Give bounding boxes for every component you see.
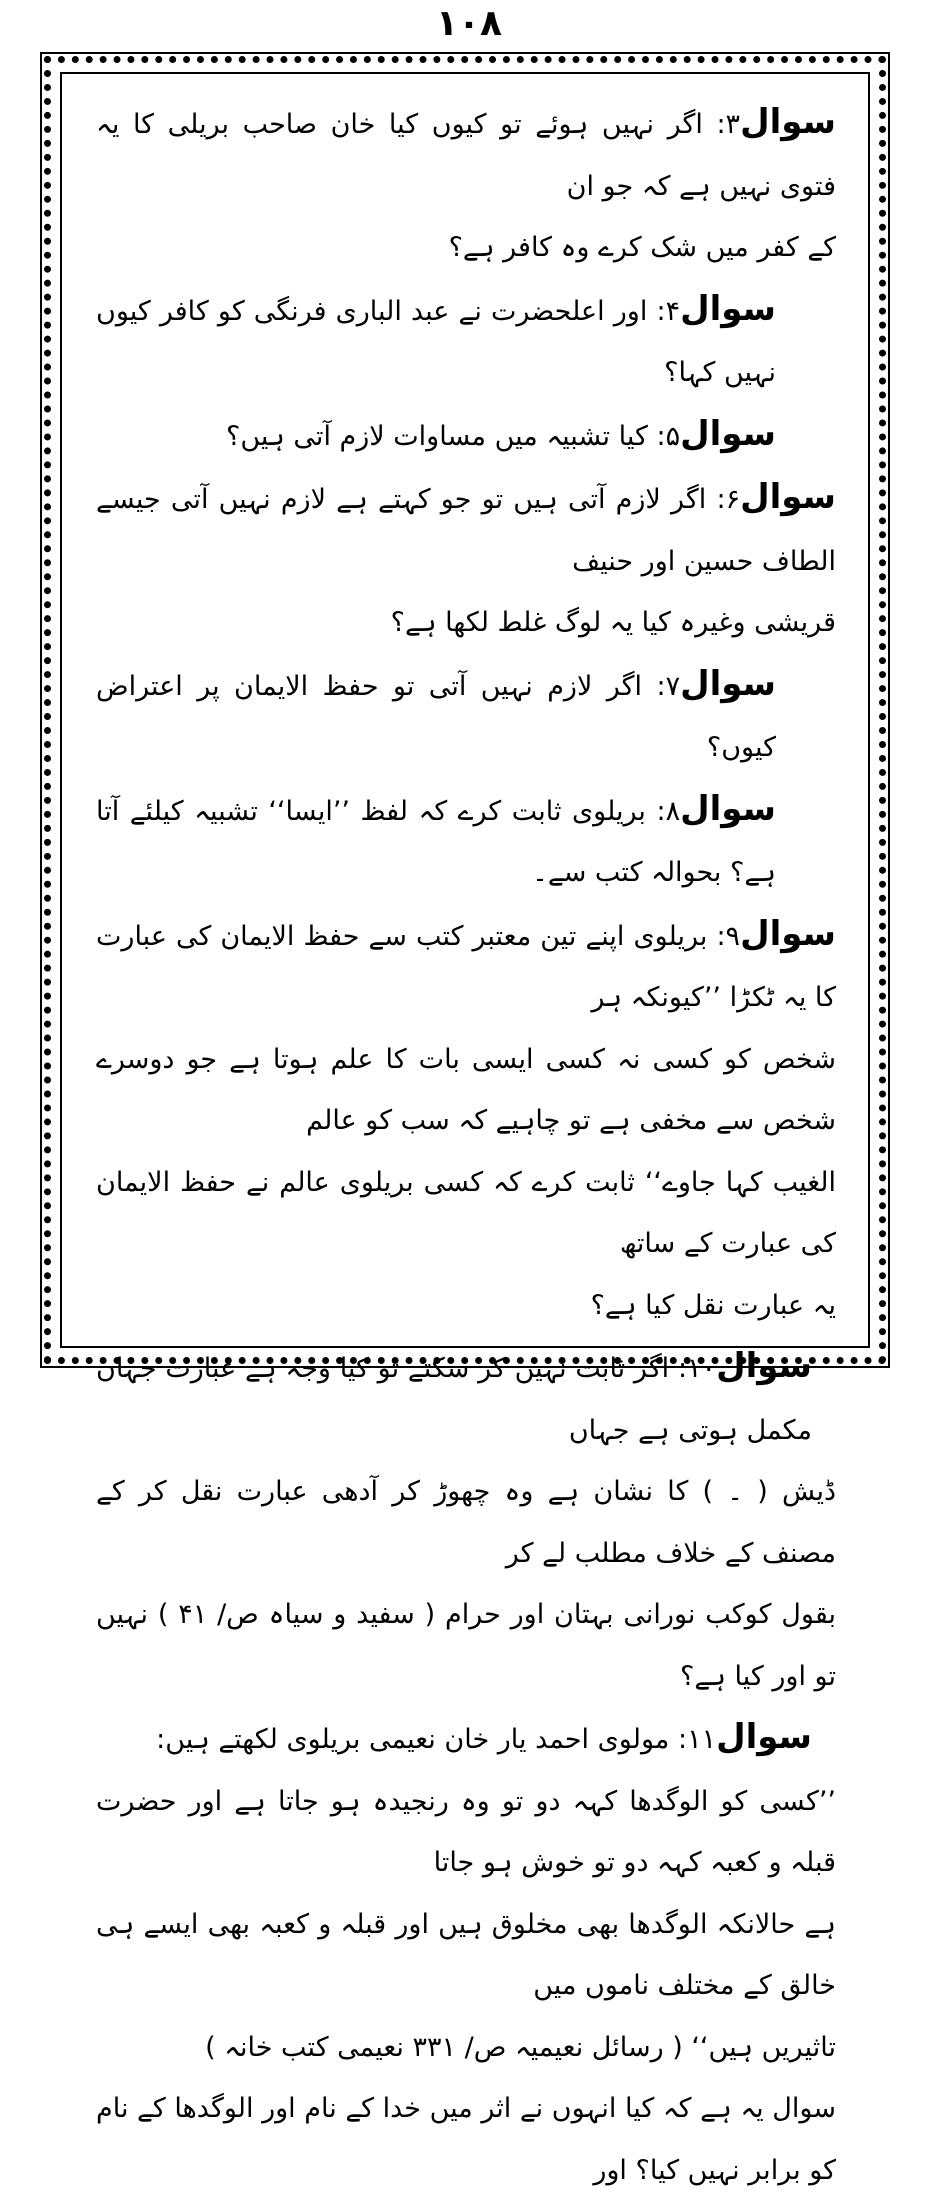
question-label: سوال [740, 913, 836, 954]
question-number: ۸: [656, 795, 681, 827]
question-8: سوال۸: بریلوی ثابت کرے کہ لفظ ’’ایسا‘‘ تشبیہ کیلئے آتا ہے؟ بحوالہ کتب سے۔ [96, 788, 776, 888]
question-label: سوال [680, 663, 776, 704]
question-11: سوال۱۱: مولوی احمد یار خان نعیمی بریلوی لکھتے ہیں: [156, 1717, 812, 1757]
quote-line-2: ہے حالانکہ الوگدھا بھی مخلوق ہیں اور قبلہ و کعبہ بھی ایسے ہی خالق کے مختلف ناموں میں [96, 1908, 836, 2001]
page-number: ١٠٨ [436, 3, 502, 44]
question-4: سوال۴: اور اعلحضرت نے عبد الباری فرنگی کو کافر کیوں نہیں کہا؟ [96, 288, 776, 388]
question-label: سوال [680, 413, 776, 454]
question-9-line-1: سوال۹: بریلوی اپنے تین معتبر کتب سے حفظ الایمان کی عبارت کا یہ ٹکڑا ’’کیونکہ ہر [96, 913, 836, 1013]
question-number: ۱۱: [677, 1724, 717, 1755]
question-number: ۱۰: [677, 1353, 717, 1384]
question-label: سوال [680, 788, 776, 829]
question-3-line-2: کے کفر میں شک کرے وہ کافر ہے؟ [448, 232, 836, 263]
document-body [96, 92, 836, 2201]
question-label: سوال [740, 477, 836, 517]
question-10-line-3: بقول کوکب نورانی بہتان اور حرام ( سفید و سیاہ ص/ ۴۱ ) نہیں تو اور کیا ہے؟ [96, 1599, 836, 1692]
question-6-line-1: سوال۶: اگر لازم آتی ہیں تو جو کہتے ہے لازم نہیں آتی جیسے الطاف حسین اور حنیف [96, 477, 836, 577]
question-number: ۵: [656, 420, 681, 452]
question-label: سوال [680, 288, 776, 329]
question-9-line-4: یہ عبارت نقل کیا ہے؟ [590, 1289, 836, 1321]
question-3-line-1: سوال۳: اگر نہیں ہوئے تو کیوں کیا خان صاحب بریلی کا یہ فتوی نہیں ہے کہ جو ان [96, 102, 836, 202]
quote-line-1: ’’کسی کو الوگدھا کہہ دو تو وہ رنجیدہ ہو جاتا ہے اور حضرت قبلہ و کعبہ کہہ دو تو خوش ہو جاتا [96, 1785, 836, 1878]
question-number: ۴: [656, 295, 681, 327]
quote-line-3: تاثیریں ہیں‘‘ ( رسائل نعیمیہ ص/ ۳۳۱ نعیمی کتب خانہ ) [205, 2031, 836, 2063]
question-label: سوال [740, 102, 836, 142]
question-5: سوال۵: کیا تشبیہ میں مساوات لازم آتی ہیں؟ [225, 413, 776, 454]
question-number: ۶: [716, 484, 741, 515]
question-number: ۹: [716, 920, 741, 952]
question-label: سوال [716, 1717, 812, 1757]
closing-line: سوال یہ ہے کہ کیا انہوں نے اثر میں خدا کے نام اور الوگدھا کے نام کو برابر نہیں کیا؟ اور [96, 2093, 836, 2186]
question-10-line-1: سوال۱۰: اگر ثابت نہیں کر سکتے تو کیا وجہ ہے عبارت جہاں مکمل ہوتی ہے جہاں [96, 1346, 812, 1446]
question-9-line-2: شخص کو کسی نہ کسی ایسی بات کا علم ہوتا ہے جو دوسرے شخص سے مخفی ہے تو چاہیے کہ سب کو عالم [96, 1043, 836, 1136]
question-number: ۳: [716, 109, 741, 140]
question-number: ۷: [656, 670, 681, 702]
question-9-line-3: الغیب کہا جاوے‘‘ ثابت کرے کہ کسی بریلوی عالم نے حفظ الایمان کی عبارت کے ساتھ [96, 1166, 836, 1259]
question-7: سوال۷: اگر لازم نہیں آتی تو حفظ الایمان پر اعتراض کیوں؟ [96, 663, 776, 763]
question-label: سوال [716, 1346, 812, 1386]
question-10-line-2: ڈیش ( ۔ ) کا نشان ہے وہ چھوڑ کر آدھی عبارت نقل کر کے مصنف کے خلاف مطلب لے کر [96, 1476, 836, 1569]
question-6-line-2: قریشی وغیرہ کیا یہ لوگ غلط لکھا ہے؟ [390, 607, 836, 638]
